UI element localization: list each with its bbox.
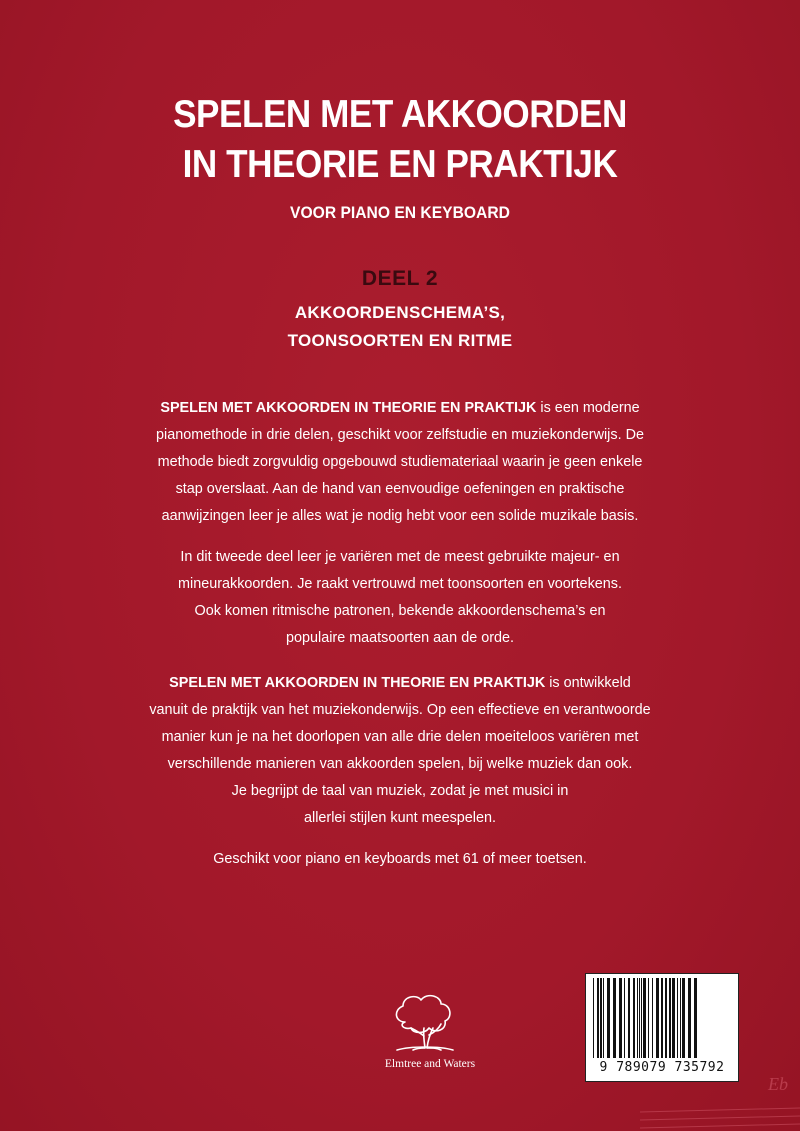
barcode-bar	[639, 978, 640, 1058]
paragraph-line: vanuit de praktijk van het muziekonderwijs. Op een effectieve en verantwoorde	[149, 702, 651, 718]
description-paragraph-1	[0, 395, 800, 530]
barcode-bar	[661, 978, 663, 1058]
barcode-bar	[669, 978, 671, 1058]
paragraph-line: In dit tweede deel leer je variëren met de meest gebruikte majeur- en	[180, 549, 620, 565]
barcode-bars	[591, 978, 733, 1058]
barcode-bar	[648, 978, 649, 1058]
barcode-bar	[613, 978, 616, 1058]
barcode-bar	[641, 978, 642, 1058]
paragraph-line: SPELEN MET AKKOORDEN IN THEORIE EN PRAKTIJK is ontwikkeld	[169, 675, 631, 691]
paragraph-line: mineurakkoorden. Je raakt vertrouwd met toonsoorten en voortekens.	[178, 576, 622, 592]
barcode-bar	[619, 978, 622, 1058]
barcode-bar	[643, 978, 646, 1058]
publisher-name: Elmtree and Waters	[384, 1058, 476, 1070]
part-title-line-1: AKKOORDENSCHEMA’S,	[294, 303, 506, 322]
description-paragraph-3	[0, 670, 800, 832]
paragraph-line: allerlei stijlen kunt meespelen.	[304, 810, 496, 826]
paragraph-line: manier kun je na het doorlopen van alle drie delen moeiteloos variëren met	[161, 729, 639, 745]
paragraph-line: SPELEN MET AKKOORDEN IN THEORIE EN PRAKTIJK is een moderne	[160, 400, 640, 416]
barcode-bar	[677, 978, 678, 1058]
suitability-note: Geschikt voor piano en keyboards met 61 of meer toetsen.	[213, 851, 587, 867]
barcode-bar	[656, 978, 659, 1058]
paragraph-line: pianomethode in drie delen, geschikt voor zelfstudie en muziekonderwijs. De	[156, 427, 644, 443]
barcode-bar	[652, 978, 653, 1058]
barcode-bar	[637, 978, 638, 1058]
paragraph-line: Je begrijpt de taal van muziek, zodat je met musici in	[231, 783, 569, 799]
barcode-bar	[603, 978, 604, 1058]
barcode-bar	[688, 978, 691, 1058]
barcode-bar	[600, 978, 602, 1058]
barcode	[585, 973, 739, 1082]
barcode-bar	[628, 978, 630, 1058]
chord-symbol: Eb	[768, 1074, 788, 1094]
paragraph-line: aanwijzingen leer je alles wat je nodig hebt voor een solide muzikale basis.	[161, 508, 639, 524]
barcode-bar	[682, 978, 685, 1058]
paragraph-line: stap overslaat. Aan de hand van eenvoudige oefeningen en praktische	[175, 481, 625, 497]
bold-title-mention: SPELEN MET AKKOORDEN IN THEORIE EN PRAKTIJK	[169, 675, 546, 691]
barcode-bar	[694, 978, 697, 1058]
subtitle: VOOR PIANO EN KEYBOARD	[290, 203, 510, 222]
description-paragraph-2	[0, 544, 800, 652]
barcode-bar	[672, 978, 675, 1058]
barcode-bar	[597, 978, 599, 1058]
paragraph-line: methode biedt zorgvuldig opgebouwd studiemateriaal waarin je geen enkele	[157, 454, 643, 470]
paragraph-line: verschillende manieren van akkoorden spelen, bij welke muziek dan ook.	[167, 756, 633, 772]
bold-title-mention: SPELEN MET AKKOORDEN IN THEORIE EN PRAKTIJK	[160, 400, 537, 416]
paragraph-line: Ook komen ritmische patronen, bekende akkoordenschema’s en	[194, 603, 606, 619]
barcode-number: 9 789079 735792	[599, 1060, 725, 1075]
part-title-line-2: TOONSOORTEN EN RITME	[287, 331, 513, 350]
barcode-bar	[607, 978, 610, 1058]
barcode-bar	[624, 978, 625, 1058]
paragraph-line: populaire maatsoorten aan de orde.	[285, 630, 514, 646]
part-label: DEEL 2	[361, 267, 439, 290]
title-line-2: IN THEORIE EN PRAKTIJK	[182, 143, 618, 186]
barcode-bar	[593, 978, 594, 1058]
music-staff-decoration	[600, 1068, 800, 1131]
title-line-1: SPELEN MET AKKOORDEN	[173, 93, 627, 136]
barcode-bar	[633, 978, 635, 1058]
barcode-bar	[680, 978, 681, 1058]
barcode-bar	[665, 978, 667, 1058]
